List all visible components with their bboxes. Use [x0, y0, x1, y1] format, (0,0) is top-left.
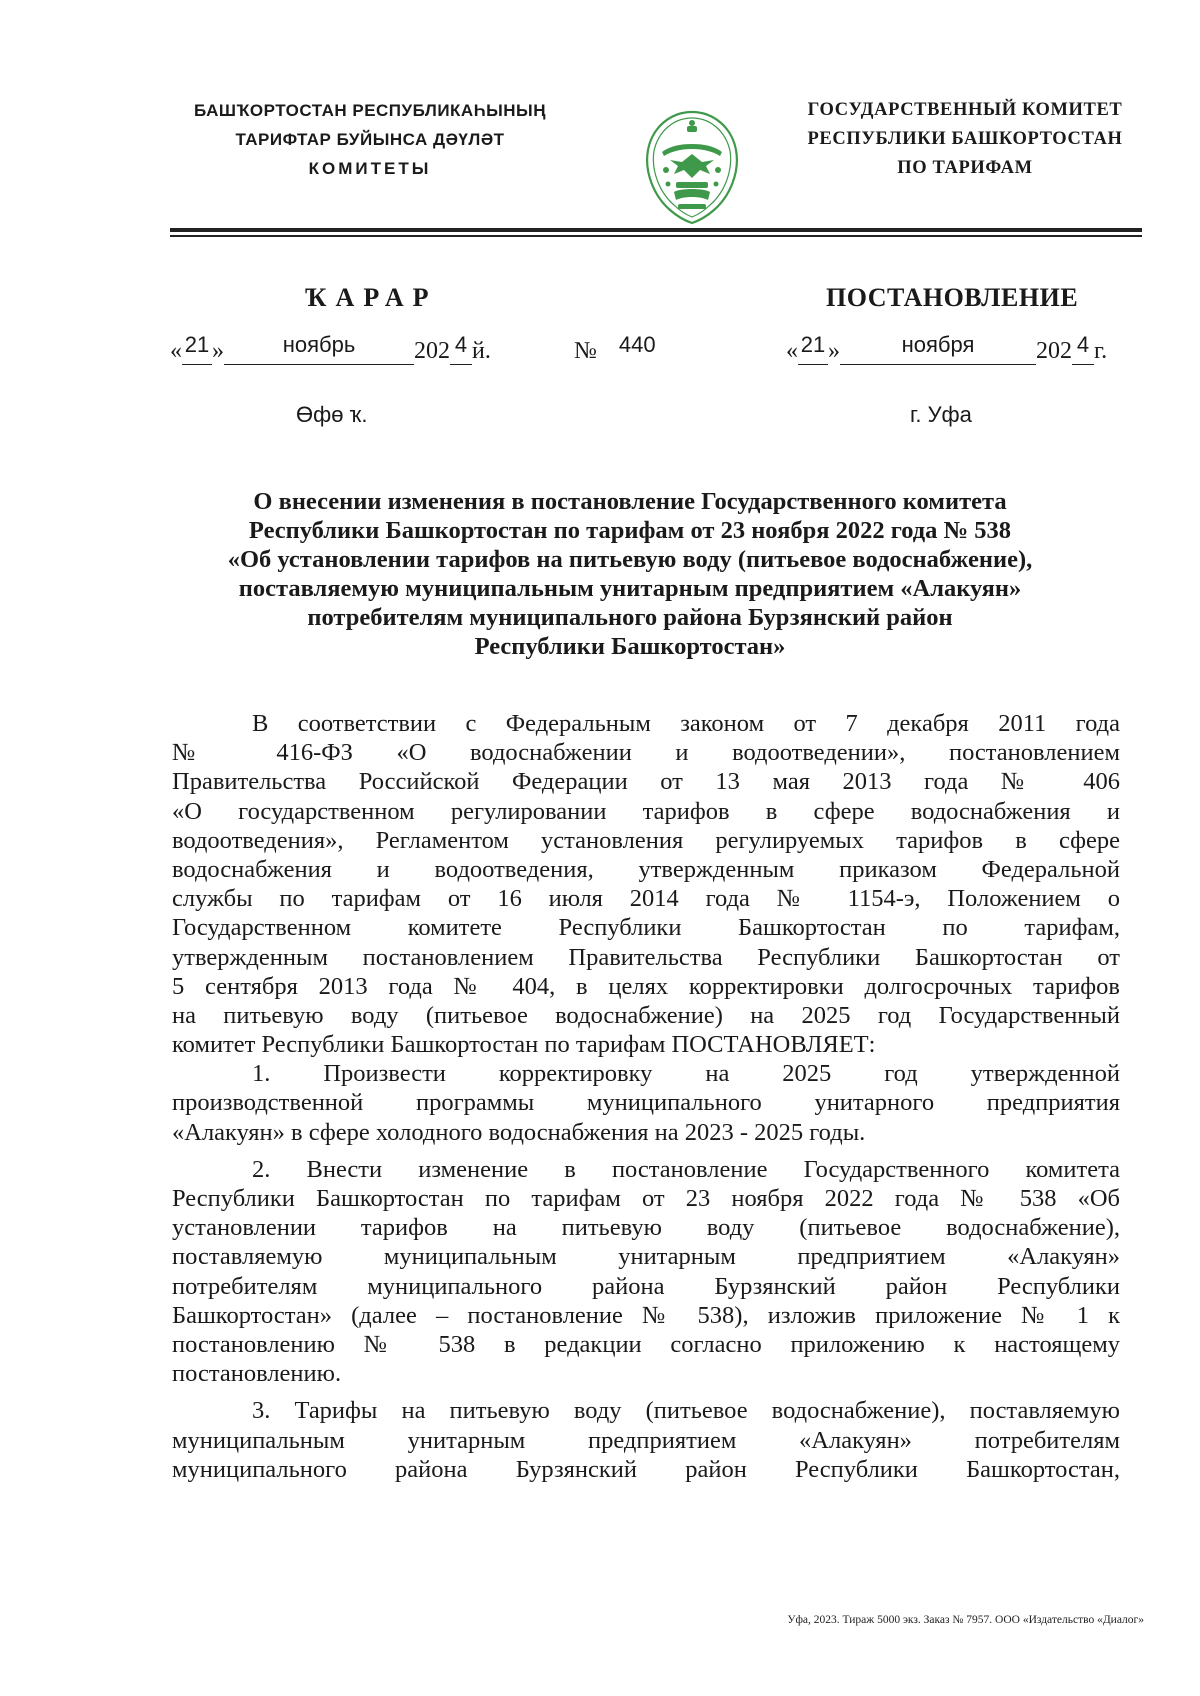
title-line: поставляемую муниципальным унитарным предприятием «Алакуян»: [238, 575, 1022, 602]
body-line: 5 сентября 2013 года № 404, в целях корректировки долгосрочных тарифов: [172, 972, 1120, 1000]
body-line: комитет Республики Башкортостан по тарифам ПОСТАНОВЛЯЕТ:: [172, 1031, 876, 1059]
body-line: «О государственном регулировании тарифов в сфере водоснабжения и: [172, 797, 1120, 825]
date-line-bashkir: [170, 332, 491, 365]
date-year-prefix: 202: [1036, 338, 1072, 364]
date-month: ноября: [901, 332, 975, 357]
body-line: производственной программы муниципального унитарного предприятия: [172, 1089, 1120, 1117]
date-close-quote: »: [828, 338, 840, 364]
body-line: № 416-ФЗ «О водоснабжении и водоотведении», постановлением: [172, 739, 1120, 767]
date-month-blank: [840, 332, 1036, 365]
date-month-blank: [224, 332, 414, 365]
date-suffix: й.: [472, 338, 491, 364]
body-line: Республики Башкортостан по тарифам от 23 ноября 2022 года № 538 «Об: [172, 1185, 1120, 1212]
date-year-blank: [1072, 332, 1094, 365]
body-line: муниципальным унитарным предприятием «Алакуян» потребителям: [172, 1426, 1120, 1454]
date-year-blank: [450, 332, 472, 365]
document-title: [150, 487, 1110, 661]
header-russian-line-3: ПО ТАРИФАМ: [897, 158, 1033, 178]
header-russian-line-1: ГОСУДАРСТВЕННЫЙ КОМИТЕТ: [807, 100, 1123, 120]
body-line: «Алакуян» в сфере холодного водоснабжения на 2023 - 2025 годы.: [172, 1118, 866, 1146]
body-line: В соответствии с Федеральным законом от 7 декабря 2011 года: [252, 710, 1120, 737]
header-russian-line-2: РЕСПУБЛИКИ БАШКОРТОСТАН: [807, 129, 1123, 149]
date-day: 21: [800, 332, 826, 357]
body-line: водоснабжения и водоотведения, утвержденным приказом Федеральной: [172, 855, 1120, 883]
city-bashkir: Өфө ҡ.: [296, 402, 368, 427]
date-line-russian: [786, 332, 1108, 365]
date-close-quote: »: [212, 338, 224, 364]
city-russian: г. Уфа: [910, 402, 972, 427]
date-day-blank: [798, 332, 828, 365]
header-bashkir-line-1: БАШҠОРТОСТАН РЕСПУБЛИКАҺЫНЫҢ: [194, 101, 546, 120]
body-line: утвержденным постановлением Правительства Республики Башкортостан от: [172, 943, 1120, 971]
body-line: постановлению.: [172, 1360, 342, 1388]
body-line: водоотведения», Регламентом установления регулируемых тарифов в сфере: [172, 826, 1120, 854]
paragraph-preamble: [172, 709, 1120, 1059]
paragraph-item-2: [172, 1155, 1120, 1389]
body-line: службы по тарифам от 16 июля 2014 года № 1154-э, Положением о: [172, 885, 1120, 913]
header-divider-thick: [170, 228, 1142, 232]
number-label: №: [574, 338, 597, 364]
body-line: Правительства Российской Федерации от 13 мая 2013 года № 406: [172, 768, 1120, 796]
body-line: поставляемую муниципальным унитарным предприятием «Алакуян»: [172, 1243, 1120, 1271]
body-line: постановлению № 538 в редакции согласно приложению к настоящему: [172, 1330, 1120, 1358]
body-line: Государственном комитете Республики Башкортостан по тарифам,: [172, 914, 1120, 942]
date-day-blank: [182, 332, 212, 365]
body-line: на питьевую воду (питьевое водоснабжение) на 2025 год Государственный: [172, 1001, 1120, 1029]
header-bashkir-line-3: КОМИТЕТЫ: [308, 159, 432, 178]
print-imprint: Уфа, 2023. Тираж 5000 экз. Заказ № 7957. ООО «Издательство «Диалог»: [787, 1614, 1144, 1626]
title-line: Республики Башкортостан по тарифам от 23 ноября 2022 года № 538: [248, 517, 1012, 544]
decree-label-bashkir: ҠАРАР: [305, 283, 438, 312]
date-day: 21: [184, 332, 210, 357]
body-line: 2. Внести изменение в постановление Государственного комитета: [252, 1155, 1120, 1183]
header-bashkir-line-2: ТАРИФТАР БУЙЫНСА ДӘҮЛӘТ: [235, 130, 505, 149]
date-open-quote: «: [170, 338, 182, 364]
date-month: ноябрь: [282, 332, 356, 357]
body-line: муниципального района Бурзянский район Республики Башкортостан,: [172, 1455, 1120, 1483]
header-russian-block: [780, 96, 1150, 183]
date-year-prefix: 202: [414, 338, 450, 364]
number-value: 440: [618, 332, 656, 357]
date-year-digit: 4: [454, 332, 468, 357]
header-divider-thin: [170, 235, 1142, 237]
body-line: 3. Тарифы на питьевую воду (питьевое водоснабжение), поставляемую: [252, 1397, 1120, 1425]
date-open-quote: «: [786, 338, 798, 364]
body-line: Башкортостан» (далее – постановление № 538), изложив приложение № 1 к: [172, 1301, 1120, 1329]
body-line: установлении тарифов на питьевую воду (питьевое водоснабжение),: [172, 1214, 1120, 1242]
title-line: О внесении изменения в постановление Государственного комитета: [253, 488, 1007, 515]
paragraph-item-3: [172, 1396, 1120, 1484]
decree-label-russian: ПОСТАНОВЛЕНИЕ: [826, 283, 1079, 312]
body-line: 1. Произвести корректировку на 2025 год утвержденной: [252, 1060, 1120, 1088]
date-year-digit: 4: [1076, 332, 1090, 357]
header-bashkir-block: [170, 96, 570, 183]
body-line: потребителям муниципального района Бурзянский район Республики: [172, 1272, 1120, 1300]
document-body: [172, 709, 1120, 1484]
title-line: «Об установлении тарифов на питьевую воду (питьевое водоснабжение),: [227, 546, 1033, 573]
paragraph-item-1: [172, 1059, 1120, 1147]
title-line: Республики Башкортостан»: [474, 633, 786, 660]
decree-number: [574, 332, 656, 365]
title-line: потребителям муниципального района Бурзянский район: [307, 604, 953, 631]
coat-of-arms-emblem-icon: [640, 108, 744, 226]
date-suffix: г.: [1094, 338, 1108, 364]
